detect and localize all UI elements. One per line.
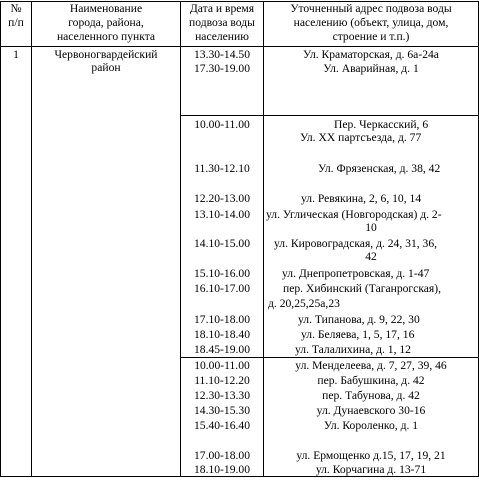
district-name-line: район bbox=[91, 61, 121, 74]
time-slot: 10.00-11.00 bbox=[194, 359, 250, 372]
group-divider-1 bbox=[180, 115, 479, 116]
header-time bbox=[181, 2, 263, 44]
header-name-line: населенного пункта bbox=[56, 30, 156, 43]
header-address-line: населению (объект, улица, дом, bbox=[293, 16, 449, 29]
table-border-bottom bbox=[0, 476, 479, 477]
district-name bbox=[32, 48, 180, 74]
delivery-address: 42 bbox=[365, 250, 377, 263]
time-slot: 18.45-19.00 bbox=[193, 343, 251, 356]
time-slot: 11.10-12.20 bbox=[194, 374, 250, 387]
delivery-address: ул. Беляева, 1, 5, 17, 16 bbox=[301, 328, 415, 341]
header-time-line: подвоза воды bbox=[189, 16, 255, 29]
time-slot: 12.30-13.30 bbox=[193, 389, 251, 402]
time-slot: 15.10-16.00 bbox=[193, 267, 251, 280]
header-num-line: № bbox=[10, 2, 22, 15]
time-slot: 18.10-19.00 bbox=[193, 463, 251, 476]
delivery-address: Пер. Черкасский, 6 bbox=[334, 118, 429, 131]
delivery-address: Ул. XX партсъезда, д. 77 bbox=[300, 131, 422, 144]
delivery-address: ул. Талалихина, д. 1, 12 bbox=[295, 343, 411, 356]
time-slot: 10.00-11.00 bbox=[194, 118, 250, 131]
time-slot: 15.40-16.40 bbox=[193, 419, 251, 432]
col-border-left bbox=[0, 1, 1, 476]
header-address-line: Уточненный адрес подвоза воды bbox=[290, 2, 452, 15]
delivery-address: ул. Углическая (Новгородская) д. 2- bbox=[266, 208, 442, 221]
time-slot: 17.30-19.00 bbox=[193, 62, 251, 75]
delivery-address: пер. Табунова, д. 42 bbox=[322, 389, 420, 402]
delivery-address: пер. Бабушкина, д. 42 bbox=[317, 374, 425, 387]
time-slot: 14.30-15.30 bbox=[193, 404, 251, 417]
time-slot: 13.10-14.00 bbox=[193, 208, 251, 221]
header-address-line: строение и т.п.) bbox=[332, 30, 410, 43]
header-time-line: населению bbox=[195, 30, 249, 43]
time-slot: 11.30-12.10 bbox=[194, 162, 250, 175]
header-num bbox=[1, 2, 31, 30]
time-slot: 13.30-14.50 bbox=[193, 48, 251, 61]
delivery-address: ул. Днепропетровская, д. 1-47 bbox=[282, 267, 430, 280]
delivery-address: Ул. Короленко, д. 1 bbox=[323, 419, 419, 432]
district-name-line: Червоногвардейский bbox=[54, 48, 158, 61]
delivery-address: Ул. Краматорская, д. 6а-24а bbox=[303, 48, 439, 61]
delivery-address: 10 bbox=[365, 221, 377, 234]
delivery-address: ул. Менделеева, д. 7, 27, 39, 46 bbox=[295, 359, 447, 372]
delivery-address: ул. Ермощенко д.15, 17, 19, 21 bbox=[296, 449, 446, 462]
group-divider-2 bbox=[180, 357, 479, 358]
header-name-line: Наименование bbox=[69, 2, 143, 15]
time-slot: 17.00-18.00 bbox=[193, 449, 251, 462]
header-name bbox=[32, 2, 180, 44]
delivery-address: ул. Кировоградская, д. 24, 31, 36, bbox=[274, 237, 438, 250]
header-num-line: п/п bbox=[8, 16, 24, 29]
delivery-address: Ул. Фрязенская, д. 38, 42 bbox=[318, 162, 441, 175]
header-address bbox=[264, 2, 478, 44]
row-number: 1 bbox=[13, 48, 19, 61]
time-slot: 14.10-15.00 bbox=[193, 237, 251, 250]
header-divider bbox=[0, 46, 479, 47]
delivery-address: Ул. Аварийная, д. 1 bbox=[323, 62, 419, 75]
delivery-address: д. 20,25,25а,23 bbox=[268, 297, 340, 310]
time-slot: 18.10-18.40 bbox=[193, 328, 251, 341]
header-name-line: города, района, bbox=[68, 16, 144, 29]
delivery-address: ул. Ревякина, 2, 6, 10, 14 bbox=[301, 192, 422, 205]
delivery-address: ул. Корчагина д. 13-71 bbox=[315, 463, 427, 476]
delivery-address: пер. Хибинский (Таганрогская), bbox=[283, 282, 442, 295]
time-slot: 17.10-18.00 bbox=[193, 313, 251, 326]
delivery-address: ул. Дунаевского 30-16 bbox=[316, 404, 426, 417]
delivery-address: ул. Типанова, д. 9, 22, 30 bbox=[298, 313, 420, 326]
header-time-line: Дата и время bbox=[189, 2, 255, 15]
time-slot: 12.20-13.00 bbox=[193, 192, 251, 205]
time-slot: 16.10-17.00 bbox=[193, 282, 251, 295]
